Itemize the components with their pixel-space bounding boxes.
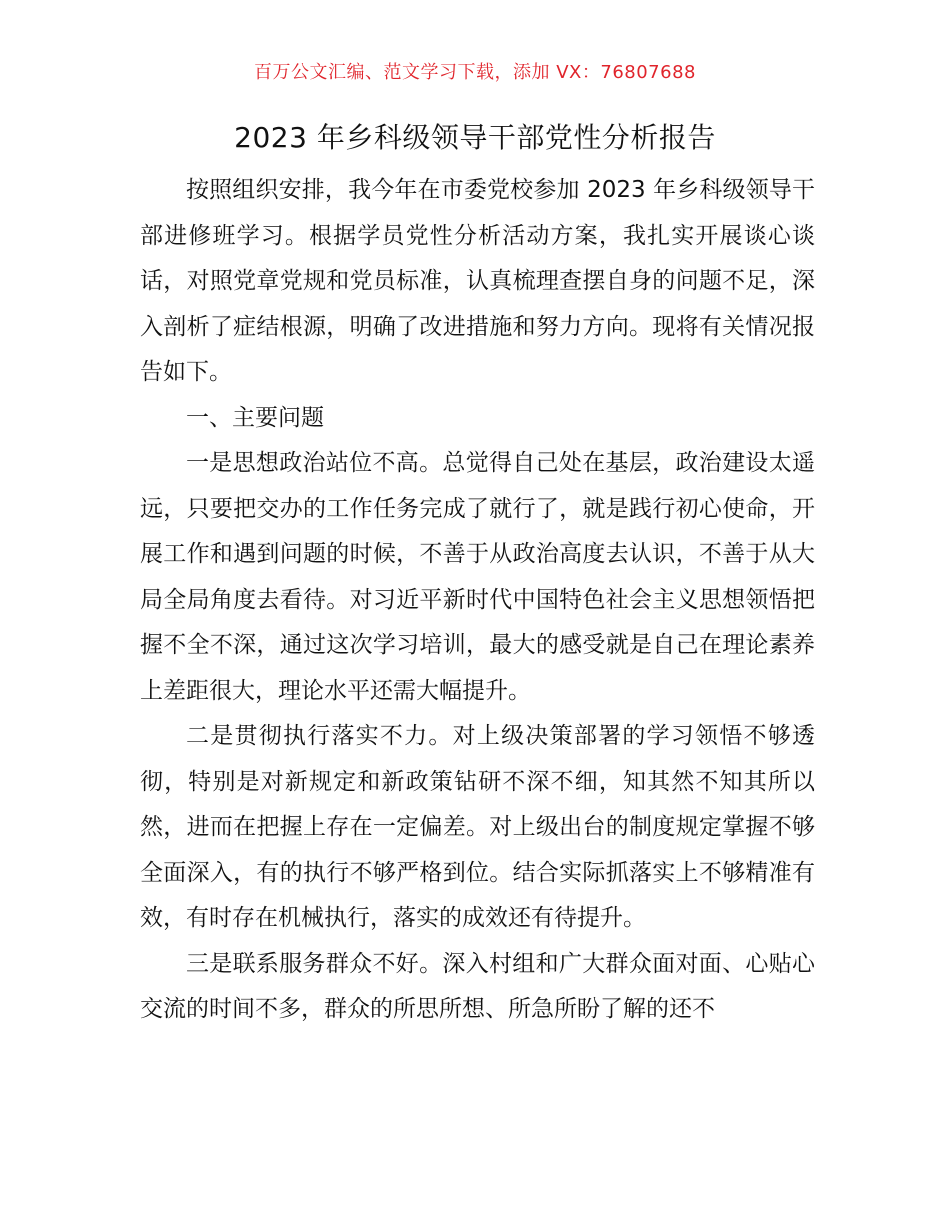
- paragraph-intro: 按照组织安排，我今年在市委党校参加 2023 年乡科级领导干部进修班学习。根据学员党性分析活动方案，我扎实开展谈心谈话，对照党章党规和党员标准，认真梳理查摆自身的问题不足，深入剖析了症结根源，明确了改进措施和努力方向。现将有关情况报告如下。: [140, 177, 815, 385]
- document-title: 2023 年乡科级领导干部党性分析报告: [234, 121, 716, 154]
- paragraph-problem-one: 一是思想政治站位不高。总觉得自己处在基层，政治建设太遥远，只要把交办的工作任务完成了就行了，就是践行初心使命，开展工作和遇到问题的时候，不善于从政治高度去认识，不善于从大局全局角度去看待。对习近平新时代中国特色社会主义思想领悟把握不全不深，通过这次学习培训，最大的感受就是自己在理论素养上差距很大，理论水平还需大幅提升。: [140, 450, 815, 704]
- paragraph-problem-three: 三是联系服务群众不好。深入村组和广大群众面对面、心贴心交流的时间不多，群众的所思所想、所急所盼了解的还不: [140, 950, 815, 1022]
- paragraph-problem-two: 二是贯彻执行落实不力。对上级决策部署的学习领悟不够透彻，特别是对新规定和新政策钻研不深不细，知其然不知其所以然，进而在把握上存在一定偏差。对上级出台的制度规定掌握不够全面深入，有的执行不够严格到位。结合实际抓落实上不够精准有效，有时存在机械执行，落实的成效还有待提升。: [140, 723, 815, 931]
- document-body: [140, 168, 815, 1033]
- header-contact-note: 百万公文汇编、范文学习下载，添加 VX：76807688: [254, 62, 696, 83]
- section-heading-main-problems: 一、主要问题: [186, 404, 324, 431]
